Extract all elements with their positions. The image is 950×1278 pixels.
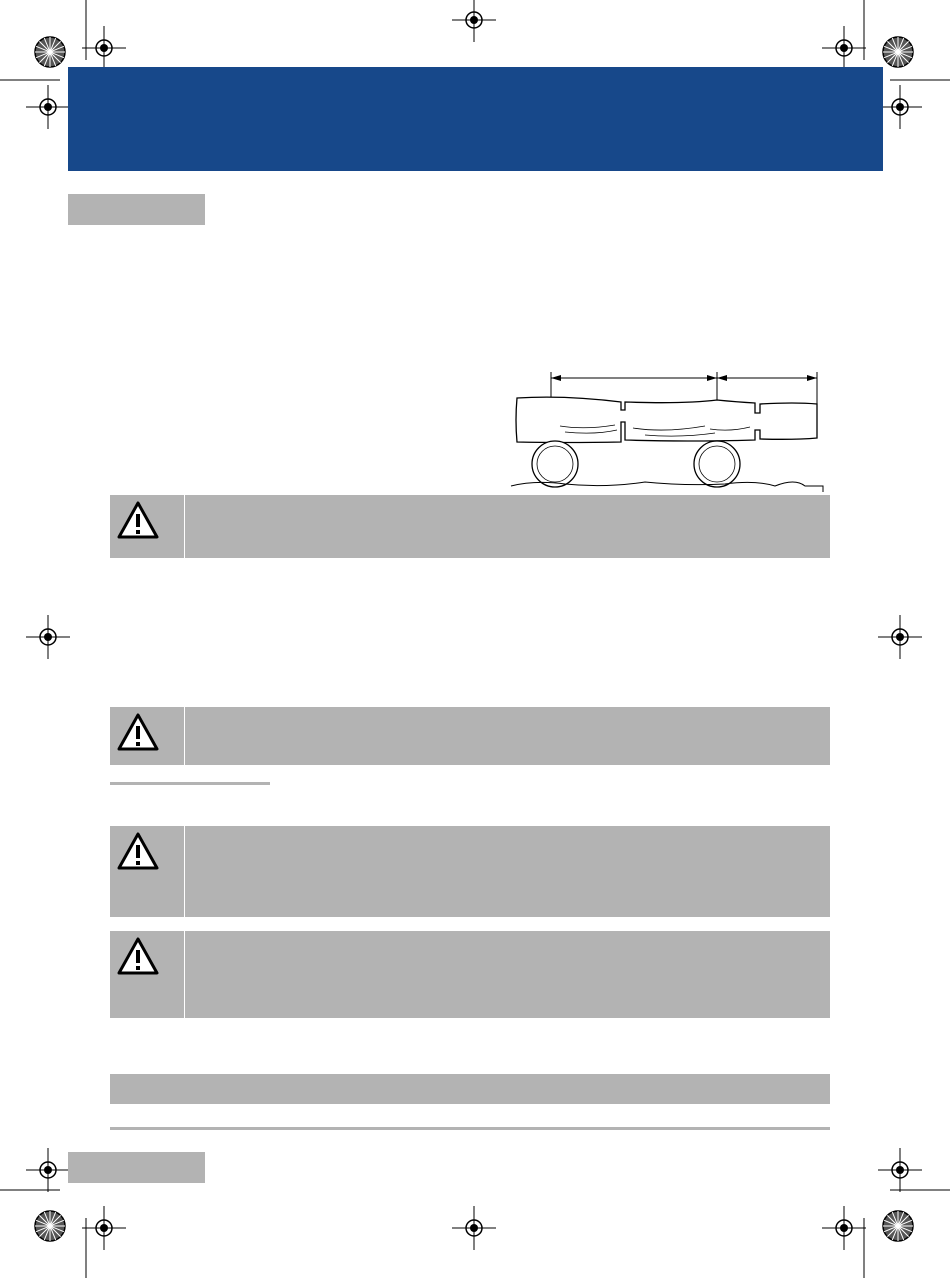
warning-icon-cell xyxy=(110,707,185,765)
section-rule xyxy=(110,782,270,785)
warning-icon-cell xyxy=(110,826,185,917)
warning-triangle-icon xyxy=(116,500,160,540)
warning-box-3 xyxy=(110,826,830,917)
warning-icon-cell xyxy=(110,495,185,558)
warning-box-1 xyxy=(110,495,830,558)
warning-triangle-icon xyxy=(116,936,160,976)
warning-icon-cell xyxy=(110,931,185,1018)
section-tab xyxy=(68,194,205,225)
footer-tab xyxy=(68,1152,205,1183)
warning-triangle-icon xyxy=(116,712,160,752)
footer-rule xyxy=(110,1127,830,1130)
warning-box-4 xyxy=(110,931,830,1018)
log-cutting-illustration xyxy=(505,368,835,496)
warning-triangle-icon xyxy=(116,831,160,871)
header-band xyxy=(68,67,883,171)
note-bar xyxy=(110,1074,830,1104)
warning-box-2 xyxy=(110,707,830,765)
